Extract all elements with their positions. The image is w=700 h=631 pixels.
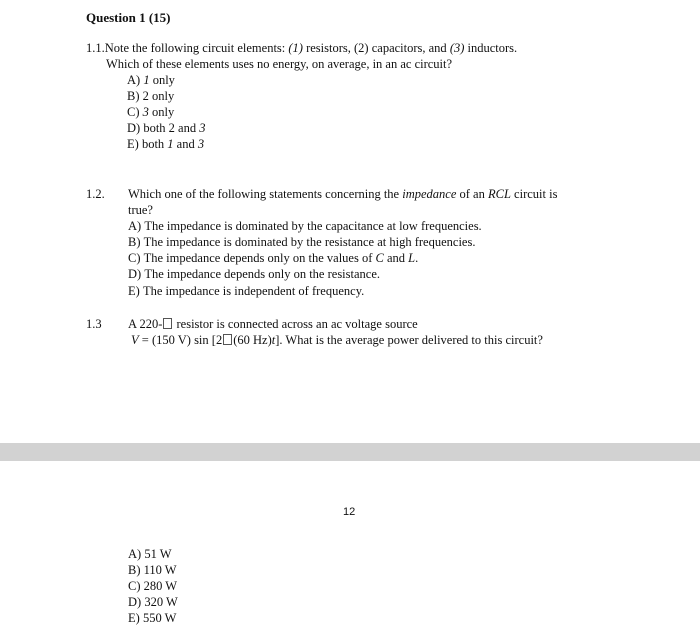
option-b[interactable] xyxy=(128,562,177,578)
option-c[interactable] xyxy=(127,104,174,120)
option-label: E) xyxy=(127,137,139,151)
option-ital: C xyxy=(375,251,384,265)
option-a[interactable] xyxy=(128,546,172,562)
stem-ital: impedance xyxy=(402,187,457,201)
option-text: only xyxy=(152,73,175,87)
option-text-mid: and xyxy=(386,251,406,265)
stem-text: Note the following circuit elements: xyxy=(104,41,286,55)
option-label: B) xyxy=(127,89,140,103)
question-number: 1.3 xyxy=(86,317,102,331)
option-label: A) xyxy=(127,73,141,87)
option-label: B) xyxy=(128,235,141,249)
option-label: E) xyxy=(128,284,140,298)
option-a[interactable] xyxy=(128,218,482,234)
option-label: E) xyxy=(128,611,140,625)
option-ital-2: L xyxy=(408,251,416,265)
element-1-number: (1) xyxy=(288,41,303,55)
element-2-number: (2) xyxy=(354,41,369,55)
question-1-2-stem xyxy=(128,186,557,202)
option-label: D) xyxy=(128,267,142,281)
option-text: The impedance is dominated by the capacitance at low frequencies. xyxy=(144,219,482,233)
option-ital: 3 xyxy=(199,121,206,135)
question-1-3-equation xyxy=(131,332,543,348)
option-text-mid: and xyxy=(176,137,195,151)
option-text: The impedance depends only on the resistance. xyxy=(144,267,381,281)
equation-end: ]. What is the average power delivered to this circuit? xyxy=(275,333,543,347)
time-variable: t xyxy=(271,333,276,347)
option-text: 550 W xyxy=(142,611,177,625)
option-e[interactable] xyxy=(128,610,176,626)
option-text: 51 W xyxy=(144,547,172,561)
option-text: 2 only xyxy=(142,89,175,103)
option-label: D) xyxy=(127,121,141,135)
option-text: 280 W xyxy=(143,579,178,593)
option-text: only xyxy=(152,105,175,119)
missing-pi-symbol-icon xyxy=(223,334,232,345)
stem-text-end: circuit is xyxy=(514,187,558,201)
option-a[interactable] xyxy=(127,72,175,88)
stem-text-mid: of an xyxy=(459,187,485,201)
option-text: 320 W xyxy=(144,595,178,609)
option-label: A) xyxy=(128,219,142,233)
option-c[interactable] xyxy=(128,250,418,266)
option-text: 110 W xyxy=(143,563,177,577)
option-label: C) xyxy=(128,579,141,593)
equation-frequency: (60 Hz) xyxy=(233,333,272,347)
question-title: Question 1 (15) xyxy=(86,10,171,25)
element-3-number: (3) xyxy=(449,41,465,55)
page-break-band xyxy=(0,443,700,461)
option-ital: 3 xyxy=(142,105,149,119)
stem-ital-2: RCL xyxy=(487,187,511,201)
option-ital: 1 xyxy=(167,137,174,151)
option-label: C) xyxy=(127,105,140,119)
option-label: C) xyxy=(128,251,141,265)
question-1-3-stem xyxy=(128,316,418,332)
stem-text-end: resistor is connected across an ac voltage source xyxy=(176,317,418,331)
element-2: capacitors, and xyxy=(371,41,447,55)
question-1-2-line2: true? xyxy=(128,203,153,217)
missing-omega-symbol-icon xyxy=(163,318,172,329)
option-c[interactable] xyxy=(128,578,177,594)
page-number: 12 xyxy=(343,506,356,518)
option-label: A) xyxy=(128,547,142,561)
option-text-end: . xyxy=(415,251,419,265)
option-b[interactable] xyxy=(128,234,475,250)
question-number: 1.1. xyxy=(86,41,105,55)
element-1: resistors, xyxy=(306,41,351,55)
question-1-1-line2: Which of these elements uses no energy, on average, in an ac circuit? xyxy=(106,57,453,71)
element-3: inductors. xyxy=(467,41,518,55)
option-ital: 1 xyxy=(143,73,150,87)
stem-text: Which one of the following statements concerning the xyxy=(128,187,400,201)
equation-text: = (150 V) sin [2 xyxy=(141,333,223,347)
question-number: 1.2. xyxy=(86,187,105,201)
option-label: D) xyxy=(128,595,142,609)
option-label: B) xyxy=(128,563,141,577)
question-1-1-stem xyxy=(86,40,517,56)
option-e[interactable] xyxy=(127,136,204,152)
voltage-variable: V xyxy=(131,333,139,347)
stem-text: A 220- xyxy=(128,317,163,331)
option-b[interactable] xyxy=(127,88,174,104)
option-d[interactable] xyxy=(128,594,178,610)
option-ital-2: 3 xyxy=(197,137,205,151)
option-text: both 2 and xyxy=(143,121,197,135)
option-e[interactable] xyxy=(128,283,364,299)
option-text: The impedance is dominated by the resistance at high frequencies. xyxy=(143,235,476,249)
option-d[interactable] xyxy=(128,266,380,282)
option-text: both xyxy=(141,137,165,151)
option-text: The impedance depends only on the values of xyxy=(143,251,373,265)
option-text: The impedance is independent of frequency. xyxy=(142,284,365,298)
option-d[interactable] xyxy=(127,120,205,136)
